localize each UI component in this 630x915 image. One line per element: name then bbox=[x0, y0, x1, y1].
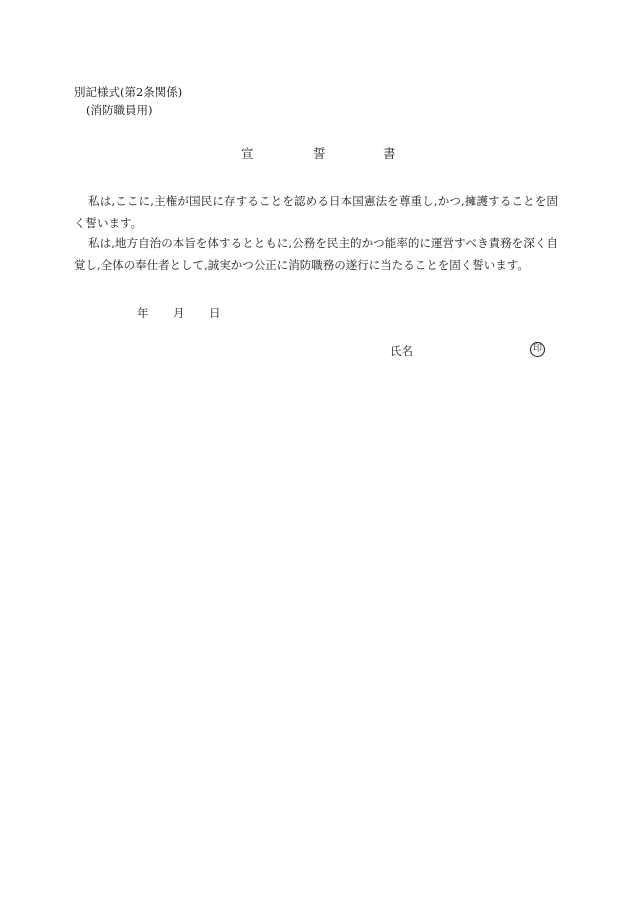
document-title-char-1: 宣 bbox=[241, 146, 254, 161]
date-day-label: 日 bbox=[209, 306, 221, 320]
name-label: 氏名 bbox=[390, 344, 413, 358]
seal-mark-icon: 印 bbox=[530, 342, 545, 357]
form-reference: 別記様式(第2条関係) bbox=[74, 85, 183, 99]
document-title-char-2: 誓 bbox=[313, 146, 326, 161]
oath-paragraph-2-text: 私は,地方自治の本旨を体するとともに,公務を民主的かつ能率的に運営すべき責務を深く自覚し,全体の奉仕者として,誠実かつ公正に消防職務の遂行に当たることを固く誓います。 bbox=[74, 236, 558, 272]
oath-paragraph-1-text: 私は,ここに,主権が国民に存することを認める日本国憲法を尊重し,かつ,擁護することを固く誓います。 bbox=[74, 194, 558, 230]
date-year-label: 年 bbox=[137, 306, 149, 320]
oath-paragraph-1 bbox=[74, 190, 558, 234]
document-title-char-3: 書 bbox=[383, 146, 396, 161]
oath-paragraph-2 bbox=[74, 232, 558, 276]
document-subtitle: (消防職員用) bbox=[86, 103, 153, 117]
date-month-label: 月 bbox=[173, 306, 185, 320]
